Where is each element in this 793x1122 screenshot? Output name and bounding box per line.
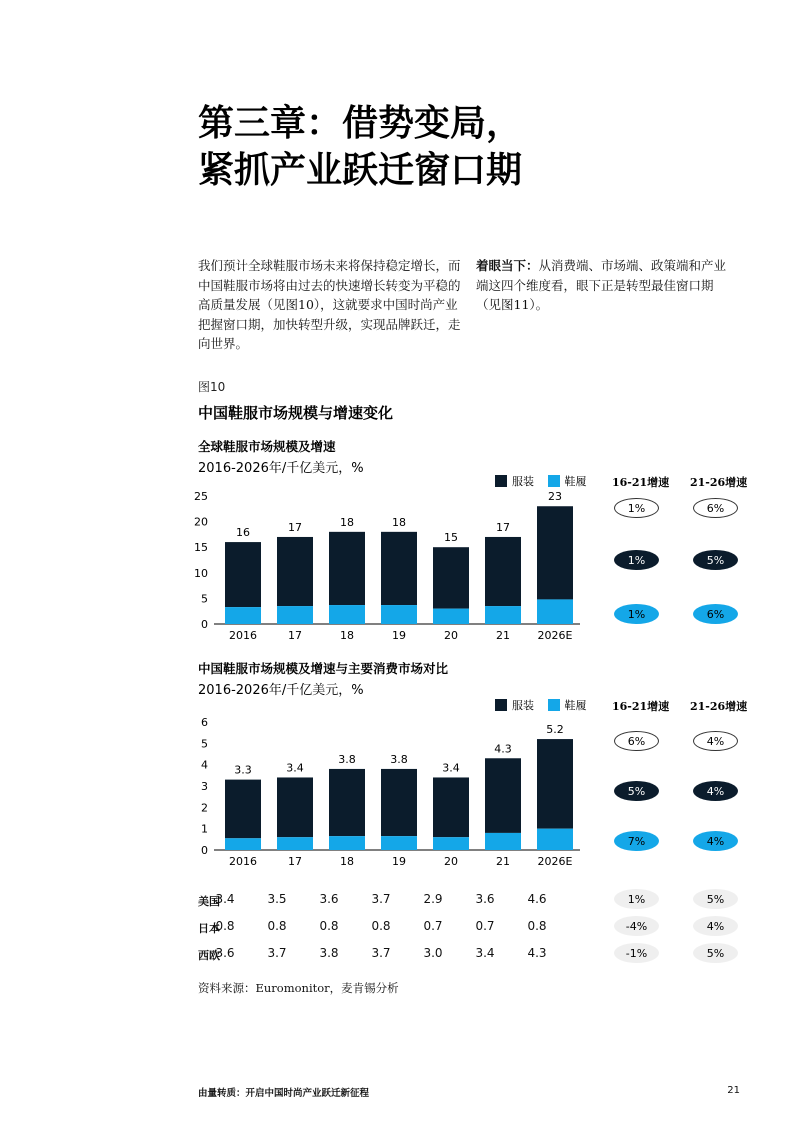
- x-tick-label: 17: [288, 855, 302, 868]
- comparison-cell: 4.6: [527, 892, 547, 906]
- comparison-cell: 3.0: [423, 946, 443, 960]
- y-tick-label: 6: [201, 716, 208, 729]
- x-tick-label: 2016: [229, 629, 257, 642]
- bar-apparel: [225, 780, 261, 839]
- x-tick-label: 17: [288, 629, 302, 642]
- chart1-growth-footwear-a: 1%: [614, 604, 659, 624]
- bar-total-label: 15: [444, 531, 458, 545]
- x-tick-label: 20: [444, 855, 458, 868]
- comparison-cell: 3.4: [475, 946, 495, 960]
- comparison-cell: 4.3: [527, 946, 547, 960]
- y-tick-label: 0: [201, 844, 208, 857]
- bar-apparel: [329, 532, 365, 605]
- comparison-growth-pill: -4%: [614, 916, 659, 936]
- chart2-growth-header-b: 21-26增速: [690, 700, 748, 713]
- chart1-growth-total-a: 1%: [614, 498, 659, 518]
- comparison-cell: 3.6: [475, 892, 495, 906]
- bar-apparel: [381, 769, 417, 836]
- comparison-cell: 0.8: [319, 919, 339, 933]
- bar-apparel: [537, 739, 573, 829]
- comparison-cell: 3.4: [215, 892, 235, 906]
- comparison-cell: 3.7: [371, 892, 391, 906]
- page-title-line1: 第三章：借势变局，: [198, 102, 523, 144]
- x-tick-label: 20: [444, 629, 458, 642]
- bar-apparel: [381, 532, 417, 605]
- source-note: 资料来源：Euromonitor，麦肯锡分析: [198, 981, 399, 995]
- bar-total-label: 3.4: [442, 761, 460, 775]
- chart1-growth-footwear-b: 6%: [693, 604, 738, 624]
- bar-apparel: [537, 506, 573, 599]
- chart2-title: 中国鞋服市场规模及增速与主要消费市场对比: [198, 661, 449, 676]
- comparison-cell: 3.7: [267, 946, 287, 960]
- bar-apparel: [225, 542, 261, 607]
- comparison-cell: 0.7: [475, 919, 495, 933]
- comparison-growth-pill: 4%: [693, 916, 738, 936]
- legend-footwear-label: 鞋履: [564, 699, 587, 712]
- figure-label: 图10: [198, 380, 226, 394]
- x-tick-label: 2016: [229, 855, 257, 868]
- y-tick-label: 5: [201, 592, 208, 606]
- bar-footwear: [381, 836, 417, 850]
- bar-apparel: [485, 537, 521, 606]
- bar-footwear: [433, 609, 469, 624]
- chart2-growth-total-b: 4%: [693, 731, 738, 751]
- x-tick-label: 19: [392, 629, 406, 642]
- chart2-growth-footwear-a: 7%: [614, 831, 659, 851]
- legend-apparel-label: 服装: [512, 699, 534, 712]
- bar-footwear: [329, 605, 365, 624]
- comparison-row-label: 美国: [198, 895, 220, 908]
- chart1-svg: [190, 486, 590, 646]
- bar-footwear: [277, 837, 313, 850]
- chart2-growth-apparel-b: 4%: [693, 781, 738, 801]
- bar-footwear: [225, 838, 261, 850]
- bar-apparel: [433, 777, 469, 837]
- y-tick-label: 2: [201, 801, 208, 815]
- y-tick-label: 25: [194, 490, 208, 503]
- comparison-cell: 0.8: [371, 919, 391, 933]
- bar-apparel: [277, 537, 313, 606]
- y-tick-label: 20: [194, 515, 208, 529]
- intro-right-paragraph: [476, 256, 728, 315]
- legend-apparel-swatch: [495, 699, 507, 711]
- chart1-growth-apparel-b: 5%: [693, 550, 738, 570]
- chart1-growth-apparel-a: 1%: [614, 550, 659, 570]
- comparison-cell: 2.9: [423, 892, 443, 906]
- y-tick-label: 10: [194, 566, 208, 580]
- x-tick-label: 2026E: [537, 629, 573, 642]
- intro-right-bold: 着眼当下：: [476, 258, 539, 273]
- chart1-growth-total-b: 6%: [693, 498, 738, 518]
- figure-title: 中国鞋服市场规模与增速变化: [198, 404, 394, 422]
- comparison-cell: 0.7: [423, 919, 443, 933]
- comparison-cell: 3.7: [371, 946, 391, 960]
- chart2-svg: [190, 712, 590, 872]
- footer-text: 由量转质：开启中国时尚产业跃迁新征程: [198, 1088, 370, 1099]
- intro-right-text: 从消费端、市场端、政策端和产业端这四个维度看，眼下正是转型最佳窗口期（见图11）。: [476, 258, 727, 312]
- bar-total-label: 3.4: [286, 761, 304, 775]
- legend-footwear-label: 鞋履: [564, 475, 587, 488]
- bar-total-label: 5.2: [546, 723, 564, 737]
- bar-total-label: 17: [288, 520, 302, 534]
- bar-total-label: 18: [340, 515, 354, 529]
- y-tick-label: 4: [201, 758, 208, 772]
- bar-footwear: [537, 599, 573, 624]
- bar-total-label: 3.8: [390, 752, 408, 766]
- comparison-cell: 3.8: [319, 946, 339, 960]
- chart2-growth-footwear-b: 4%: [693, 831, 738, 851]
- bar-footwear: [277, 606, 313, 624]
- bar-apparel: [329, 769, 365, 836]
- comparison-growth-pill: 1%: [614, 889, 659, 909]
- chart2-unit: 2016-2026年/千亿美元，%: [198, 683, 364, 698]
- page-title-line2: 紧抓产业跃迁窗口期: [198, 149, 523, 191]
- chart2-legend: [495, 697, 587, 713]
- bar-total-label: 3.3: [234, 763, 252, 777]
- legend-apparel-label: 服装: [512, 475, 534, 488]
- chart1-title: 全球鞋服市场规模及增速: [198, 439, 336, 454]
- legend-footwear-swatch: [548, 699, 560, 711]
- x-tick-label: 19: [392, 855, 406, 868]
- bar-footwear: [485, 833, 521, 850]
- bar-footwear: [225, 607, 261, 624]
- y-tick-label: 15: [194, 541, 208, 555]
- bar-total-label: 18: [392, 515, 406, 529]
- chart1-growth-header-a: 16-21增速: [612, 476, 670, 489]
- bar-total-label: 4.3: [494, 742, 512, 756]
- bar-total-label: 16: [236, 526, 250, 540]
- comparison-row-label: 西欧: [198, 949, 220, 962]
- comparison-cell: 0.8: [215, 919, 235, 933]
- intro-left-paragraph: 我们预计全球鞋服市场未来将保持稳定增长，而中国鞋服市场将由过去的快速增长转变为平稳的高质量发展（见图10），这就要求中国时尚产业把握窗口期，加快转型升级，实现品牌跃迁，走向世界。: [198, 258, 461, 351]
- y-tick-label: 3: [201, 780, 208, 793]
- bar-footwear: [537, 829, 573, 850]
- chart1-growth-header-b: 21-26增速: [690, 476, 748, 489]
- chart2-growth-header-a: 16-21增速: [612, 700, 670, 713]
- bar-total-label: 3.8: [338, 752, 356, 766]
- comparison-cell: 0.8: [527, 919, 547, 933]
- y-tick-label: 0: [201, 618, 208, 631]
- bar-apparel: [277, 777, 313, 837]
- comparison-cell: 0.8: [267, 919, 287, 933]
- y-tick-label: 1: [201, 822, 208, 836]
- page-title: [198, 100, 522, 194]
- comparison-cell: 3.6: [215, 946, 235, 960]
- chart2-growth-apparel-a: 5%: [614, 781, 659, 801]
- y-tick-label: 5: [201, 737, 208, 751]
- comparison-growth-pill: 5%: [693, 943, 738, 963]
- x-tick-label: 21: [496, 629, 510, 642]
- bar-apparel: [485, 758, 521, 833]
- bar-footwear: [329, 836, 365, 850]
- chart2-growth-total-a: 6%: [614, 731, 659, 751]
- page-number: 21: [727, 1085, 740, 1096]
- comparison-growth-pill: -1%: [614, 943, 659, 963]
- comparison-growth-pill: 5%: [693, 889, 738, 909]
- comparison-row-label: 日本: [198, 922, 220, 935]
- bar-footwear: [433, 837, 469, 850]
- bar-apparel: [433, 547, 469, 608]
- bar-footwear: [381, 605, 417, 624]
- x-tick-label: 18: [340, 855, 354, 868]
- x-tick-label: 18: [340, 629, 354, 642]
- bar-footwear: [485, 606, 521, 624]
- comparison-cell: 3.5: [267, 892, 287, 906]
- bar-total-label: 23: [548, 490, 562, 504]
- chart1-unit: 2016-2026年/千亿美元，%: [198, 461, 364, 476]
- x-tick-label: 2026E: [537, 855, 573, 868]
- x-tick-label: 21: [496, 855, 510, 868]
- bar-total-label: 17: [496, 520, 510, 534]
- comparison-cell: 3.6: [319, 892, 339, 906]
